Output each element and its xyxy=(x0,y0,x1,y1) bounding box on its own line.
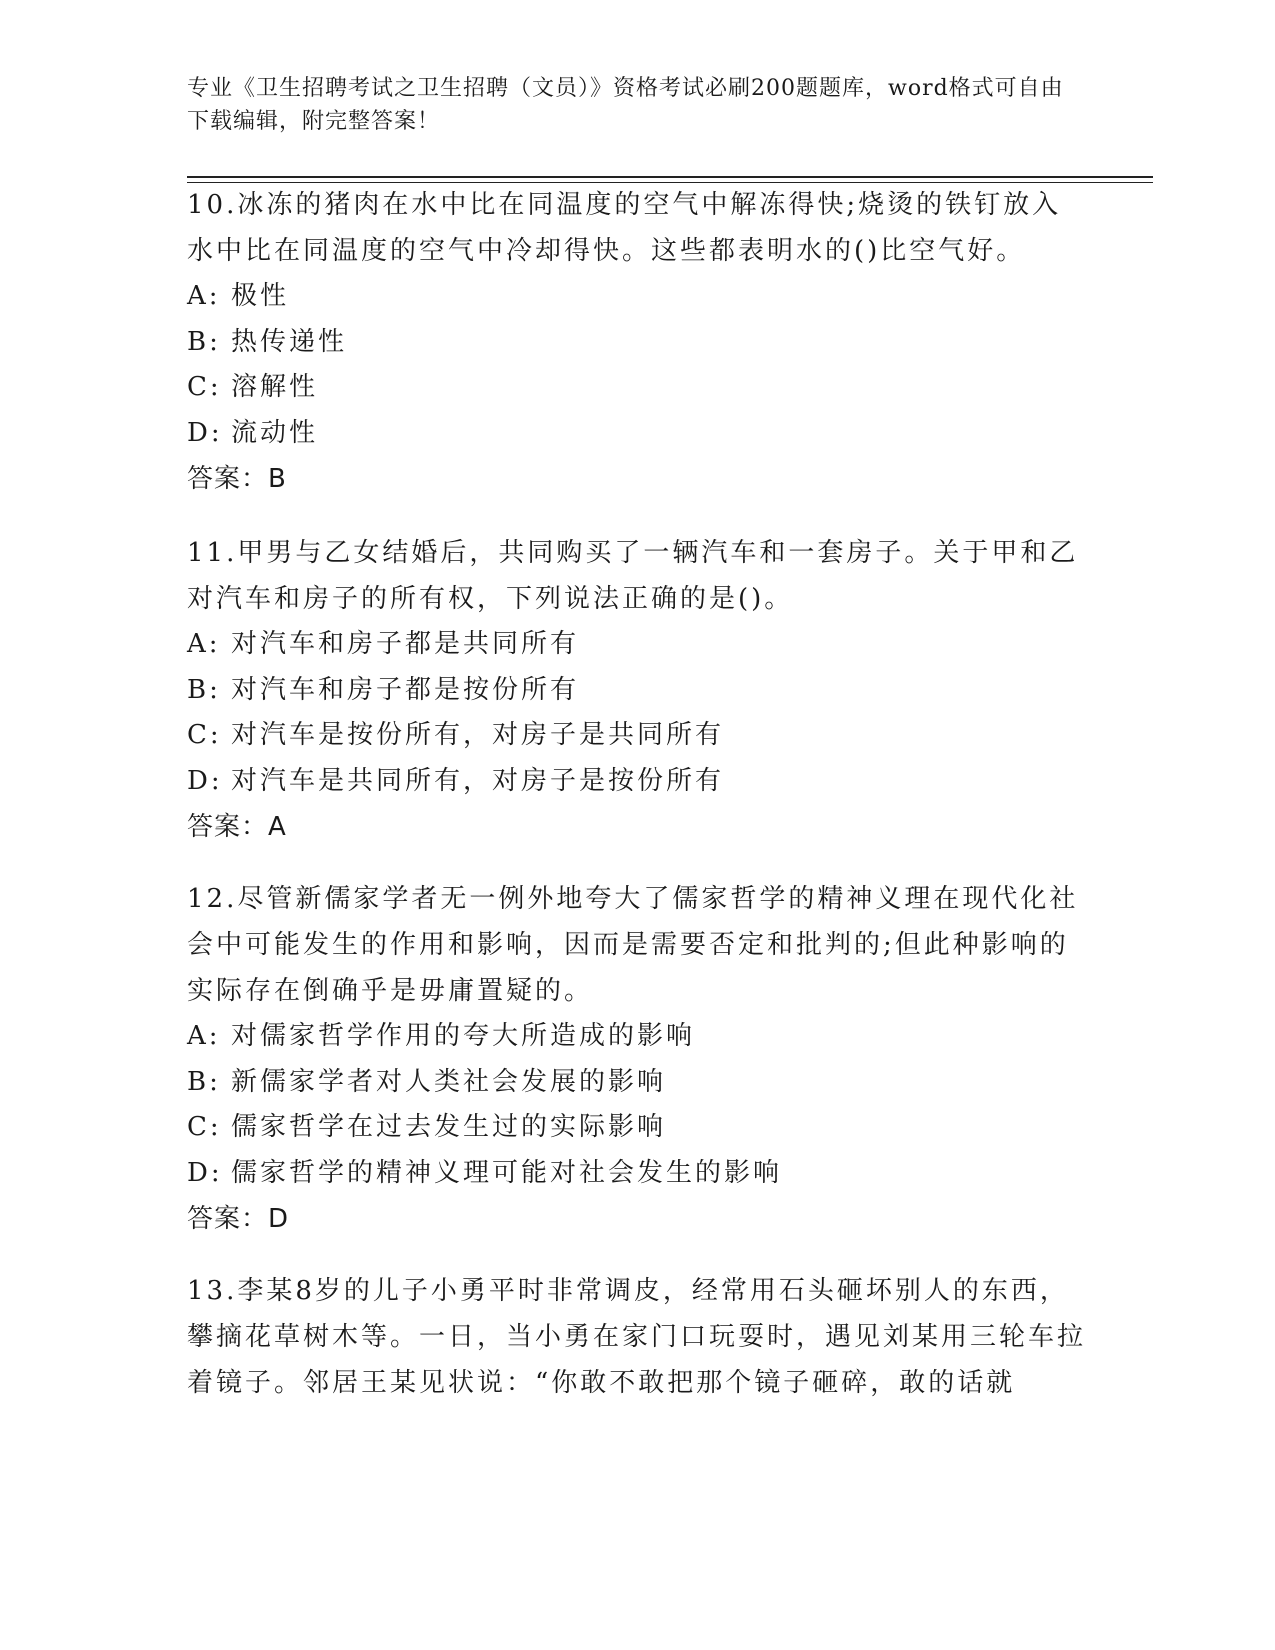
option-key: B: xyxy=(187,1066,221,1097)
option-text: 热传递性 xyxy=(231,326,348,357)
question-stem: 12.尽管新儒家学者无一例外地夸大了儒家哲学的精神义理在现代化社会中可能发生的作用和影响，因而是需要否定和批判的;但此种影响的实际存在倒确乎是毋庸置疑的。 xyxy=(187,884,1079,1006)
option-text: 溶解性 xyxy=(231,372,319,402)
option-key: B: xyxy=(187,326,221,357)
option-d xyxy=(187,411,1087,457)
answer-line: 答案：D xyxy=(187,1204,290,1234)
option-text: 对儒家哲学作用的夸大所造成的影响 xyxy=(231,1021,696,1051)
option-c xyxy=(187,1105,1087,1151)
option-text: 对汽车是共同所有，对房子是按份所有 xyxy=(231,765,725,796)
option-c xyxy=(187,713,1087,759)
option-b xyxy=(187,1060,1087,1106)
question-13 xyxy=(187,1268,1087,1406)
option-key: D: xyxy=(187,417,223,448)
answer-line: 答案：B xyxy=(187,464,287,494)
question-stem: 13.李某8岁的儿子小勇平时非常调皮，经常用石头砸坏别人的东西，攀摘花草树木等。一日，当小勇在家门口玩耍时，遇见刘某用三轮车拉着镜子。邻居王某见状说：“你敢不敢把那个镜子砸碎，敢的话就 xyxy=(187,1276,1087,1398)
question-11 xyxy=(187,530,1087,850)
option-b xyxy=(187,668,1087,714)
option-key: C: xyxy=(187,372,222,402)
question-stem: 10.冰冻的猪肉在水中比在同温度的空气中解冻得快;烧烫的铁钉放入水中比在同温度的空气中冷却得快。这些都表明水的()比空气好。 xyxy=(187,190,1062,266)
option-b xyxy=(187,320,1087,366)
option-text: 对汽车和房子都是按份所有 xyxy=(231,674,580,705)
option-key: C: xyxy=(187,1112,222,1142)
option-key: D: xyxy=(187,765,223,796)
option-d xyxy=(187,1151,1087,1197)
option-a xyxy=(187,1014,1087,1060)
option-d xyxy=(187,759,1087,805)
question-12 xyxy=(187,876,1087,1242)
option-text: 儒家哲学的精神义理可能对社会发生的影响 xyxy=(231,1157,783,1188)
option-key: A: xyxy=(187,629,221,659)
option-text: 新儒家学者对人类社会发展的影响 xyxy=(231,1066,667,1097)
option-key: A: xyxy=(187,281,221,311)
option-key: B: xyxy=(187,674,221,705)
document-header xyxy=(187,72,1067,138)
option-key: C: xyxy=(187,720,222,750)
answer-line: 答案：A xyxy=(187,812,287,842)
option-text: 对汽车和房子都是共同所有 xyxy=(231,629,580,659)
question-10 xyxy=(187,182,1087,502)
option-text: 流动性 xyxy=(231,417,319,448)
option-a xyxy=(187,274,1087,320)
question-stem: 11.甲男与乙女结婚后，共同购买了一辆汽车和一套房子。关于甲和乙对汽车和房子的所有权，下列说法正确的是()。 xyxy=(187,538,1079,614)
option-text: 极性 xyxy=(231,281,290,311)
header-divider-thick xyxy=(187,176,1153,178)
option-key: A: xyxy=(187,1021,221,1051)
option-text: 儒家哲学在过去发生过的实际影响 xyxy=(231,1112,667,1142)
header-text: 专业《卫生招聘考试之卫生招聘（文员）》资格考试必刷200题题库，word格式可自由下载编辑，附完整答案！ xyxy=(187,76,1064,134)
option-key: D: xyxy=(187,1157,223,1188)
option-a xyxy=(187,622,1087,668)
option-c xyxy=(187,365,1087,411)
option-text: 对汽车是按份所有，对房子是共同所有 xyxy=(231,720,725,750)
